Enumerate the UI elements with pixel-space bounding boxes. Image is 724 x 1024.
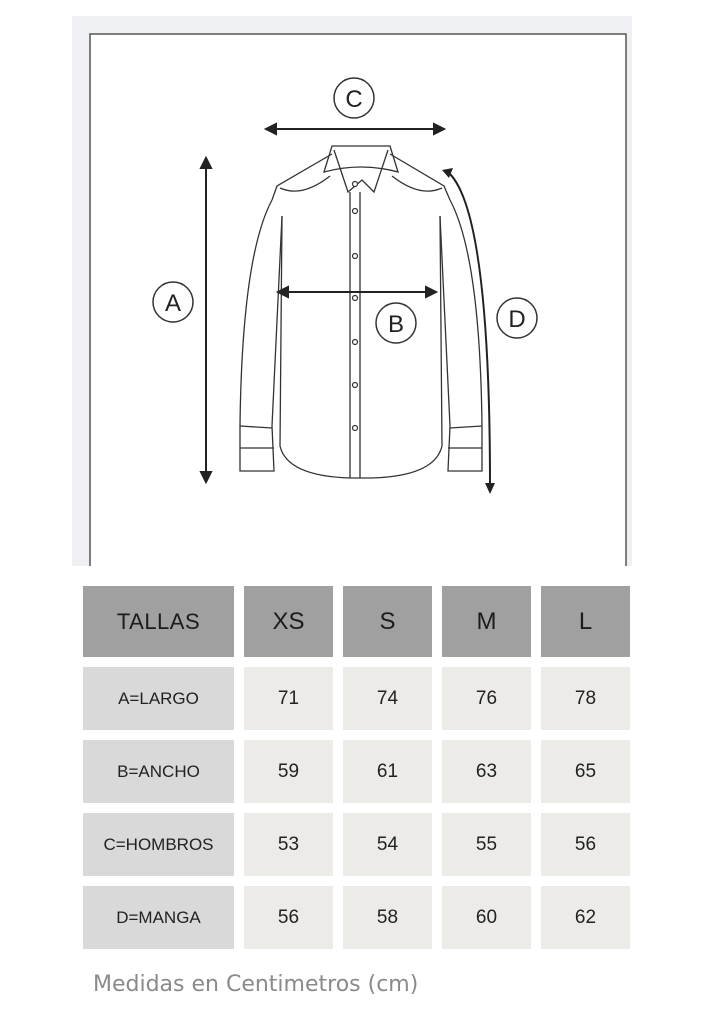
- table-cell: 60: [442, 886, 531, 949]
- table-cell: 56: [541, 813, 630, 876]
- row-label-hombros: C=HOMBROS: [83, 813, 234, 876]
- size-table: [83, 586, 632, 949]
- header-size-s: S: [343, 586, 432, 657]
- table-cell: 74: [343, 667, 432, 730]
- table-cell: 63: [442, 740, 531, 803]
- header-tallas: TALLAS: [83, 586, 234, 657]
- table-cell: 62: [541, 886, 630, 949]
- table-cell: 65: [541, 740, 630, 803]
- header-size-xs: XS: [244, 586, 333, 657]
- label-b: B: [387, 311, 405, 338]
- table-cell: 59: [244, 740, 333, 803]
- table-cell: 55: [442, 813, 531, 876]
- table-cell: 61: [343, 740, 432, 803]
- table-cell: 78: [541, 667, 630, 730]
- row-label-largo: A=LARGO: [83, 667, 234, 730]
- shirt-diagram-svg: [72, 16, 632, 566]
- row-label-ancho: B=ANCHO: [83, 740, 234, 803]
- table-cell: 76: [442, 667, 531, 730]
- table-cell: 71: [244, 667, 333, 730]
- units-footnote: Medidas en Centimetros (cm): [93, 972, 419, 997]
- label-c: C: [345, 86, 363, 113]
- header-size-m: M: [442, 586, 531, 657]
- shirt-measurement-diagram: [72, 16, 632, 566]
- header-size-l: L: [541, 586, 630, 657]
- label-d: D: [508, 306, 526, 333]
- table-cell: 53: [244, 813, 333, 876]
- row-label-manga: D=MANGA: [83, 886, 234, 949]
- table-cell: 54: [343, 813, 432, 876]
- table-cell: 56: [244, 886, 333, 949]
- table-cell: 58: [343, 886, 432, 949]
- label-a: A: [164, 290, 182, 317]
